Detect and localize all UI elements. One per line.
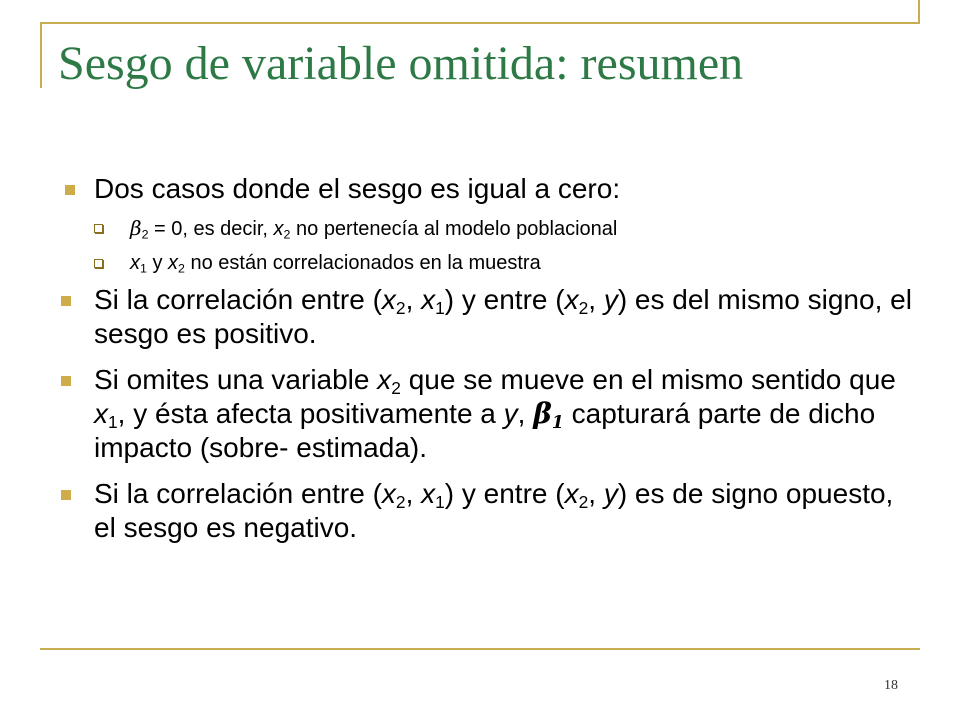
bullet-item-zero-bias-cases [62, 172, 918, 206]
sub-bullet-item-beta-zero [94, 216, 918, 241]
variable-y: y [603, 478, 618, 509]
subscript: 2 [178, 261, 185, 276]
variable-x: x [564, 478, 579, 509]
text-fragment: , y ésta afecta positivamente a [117, 398, 504, 429]
slide-title: Sesgo de variable omitida: resumen [58, 37, 744, 90]
right-border-line [918, 0, 920, 24]
variable-x: x [377, 364, 392, 395]
text-fragment: que se mueve en el mismo sentido que [400, 364, 896, 395]
text-fragment: ) y entre ( [444, 478, 565, 509]
text-fragment: no pertenecía al modelo poblacional [290, 218, 618, 240]
text-fragment: , [588, 284, 604, 315]
text-fragment: Si omites una variable [94, 364, 378, 395]
text-fragment: ) es de signo opuesto, el sesgo es negativo. [94, 478, 894, 543]
text-fragment: capturará parte de dicho impacto (sobre- estimada). [94, 398, 876, 463]
text-fragment: , [405, 284, 422, 315]
variable-x: x [421, 284, 436, 315]
text-fragment: = 0, es decir, [148, 218, 274, 240]
variable-y: y [603, 284, 618, 315]
subscript: 1 [551, 413, 564, 434]
variable-x: x [421, 478, 436, 509]
variable-x: x [273, 218, 284, 240]
left-border-line [40, 22, 42, 88]
text-fragment: , [588, 478, 604, 509]
text-fragment: , [517, 398, 534, 429]
bullet-text: Dos casos donde el sesgo es igual a cero: [94, 173, 621, 204]
subscript: 1 [435, 492, 445, 513]
variable-x: x [130, 252, 140, 274]
top-border-line [40, 22, 920, 24]
text-fragment: Si la correlación entre ( [94, 478, 382, 509]
sub-bullet-list [58, 216, 918, 275]
subscript: 2 [395, 298, 406, 319]
beta-symbol: β [130, 216, 142, 240]
text-fragment: ) y entre ( [444, 284, 565, 315]
square-bullet-icon [61, 296, 71, 306]
variable-x: x [168, 252, 179, 274]
variable-y: y [503, 398, 518, 429]
beta-symbol: β [533, 397, 552, 430]
variable-x: x [381, 284, 396, 315]
variable-x: x [564, 284, 579, 315]
bullet-item-positive-bias [58, 283, 918, 351]
hollow-square-bullet-icon [94, 224, 103, 233]
subscript: 2 [141, 227, 149, 242]
square-bullet-icon [61, 490, 71, 500]
slide-content [58, 172, 918, 545]
text-fragment: y [146, 252, 169, 274]
subscript: 2 [283, 227, 291, 242]
subscript: 2 [395, 492, 406, 513]
bullet-item-omitted-variable [58, 363, 918, 465]
variable-x: x [94, 398, 108, 429]
sub-bullet-item-uncorrelated [94, 251, 918, 275]
variable-x: x [381, 478, 396, 509]
bottom-border-line [40, 648, 920, 650]
square-bullet-icon [61, 376, 71, 386]
subscript: 2 [391, 378, 401, 399]
text-fragment: Si la correlación entre ( [94, 284, 382, 315]
subscript: 2 [578, 492, 589, 513]
page-number: 18 [884, 678, 898, 693]
subscript: 1 [140, 261, 147, 276]
bullet-item-negative-bias [58, 477, 918, 545]
subscript: 1 [435, 298, 445, 319]
text-fragment: no están correlacionados en la muestra [184, 252, 541, 274]
subscript: 2 [578, 298, 589, 319]
subscript: 1 [108, 412, 118, 433]
square-bullet-icon [65, 185, 75, 195]
text-fragment: , [405, 478, 422, 509]
text-fragment: ) es del mismo signo, el sesgo es positivo. [94, 284, 912, 349]
hollow-square-bullet-icon [94, 259, 103, 268]
